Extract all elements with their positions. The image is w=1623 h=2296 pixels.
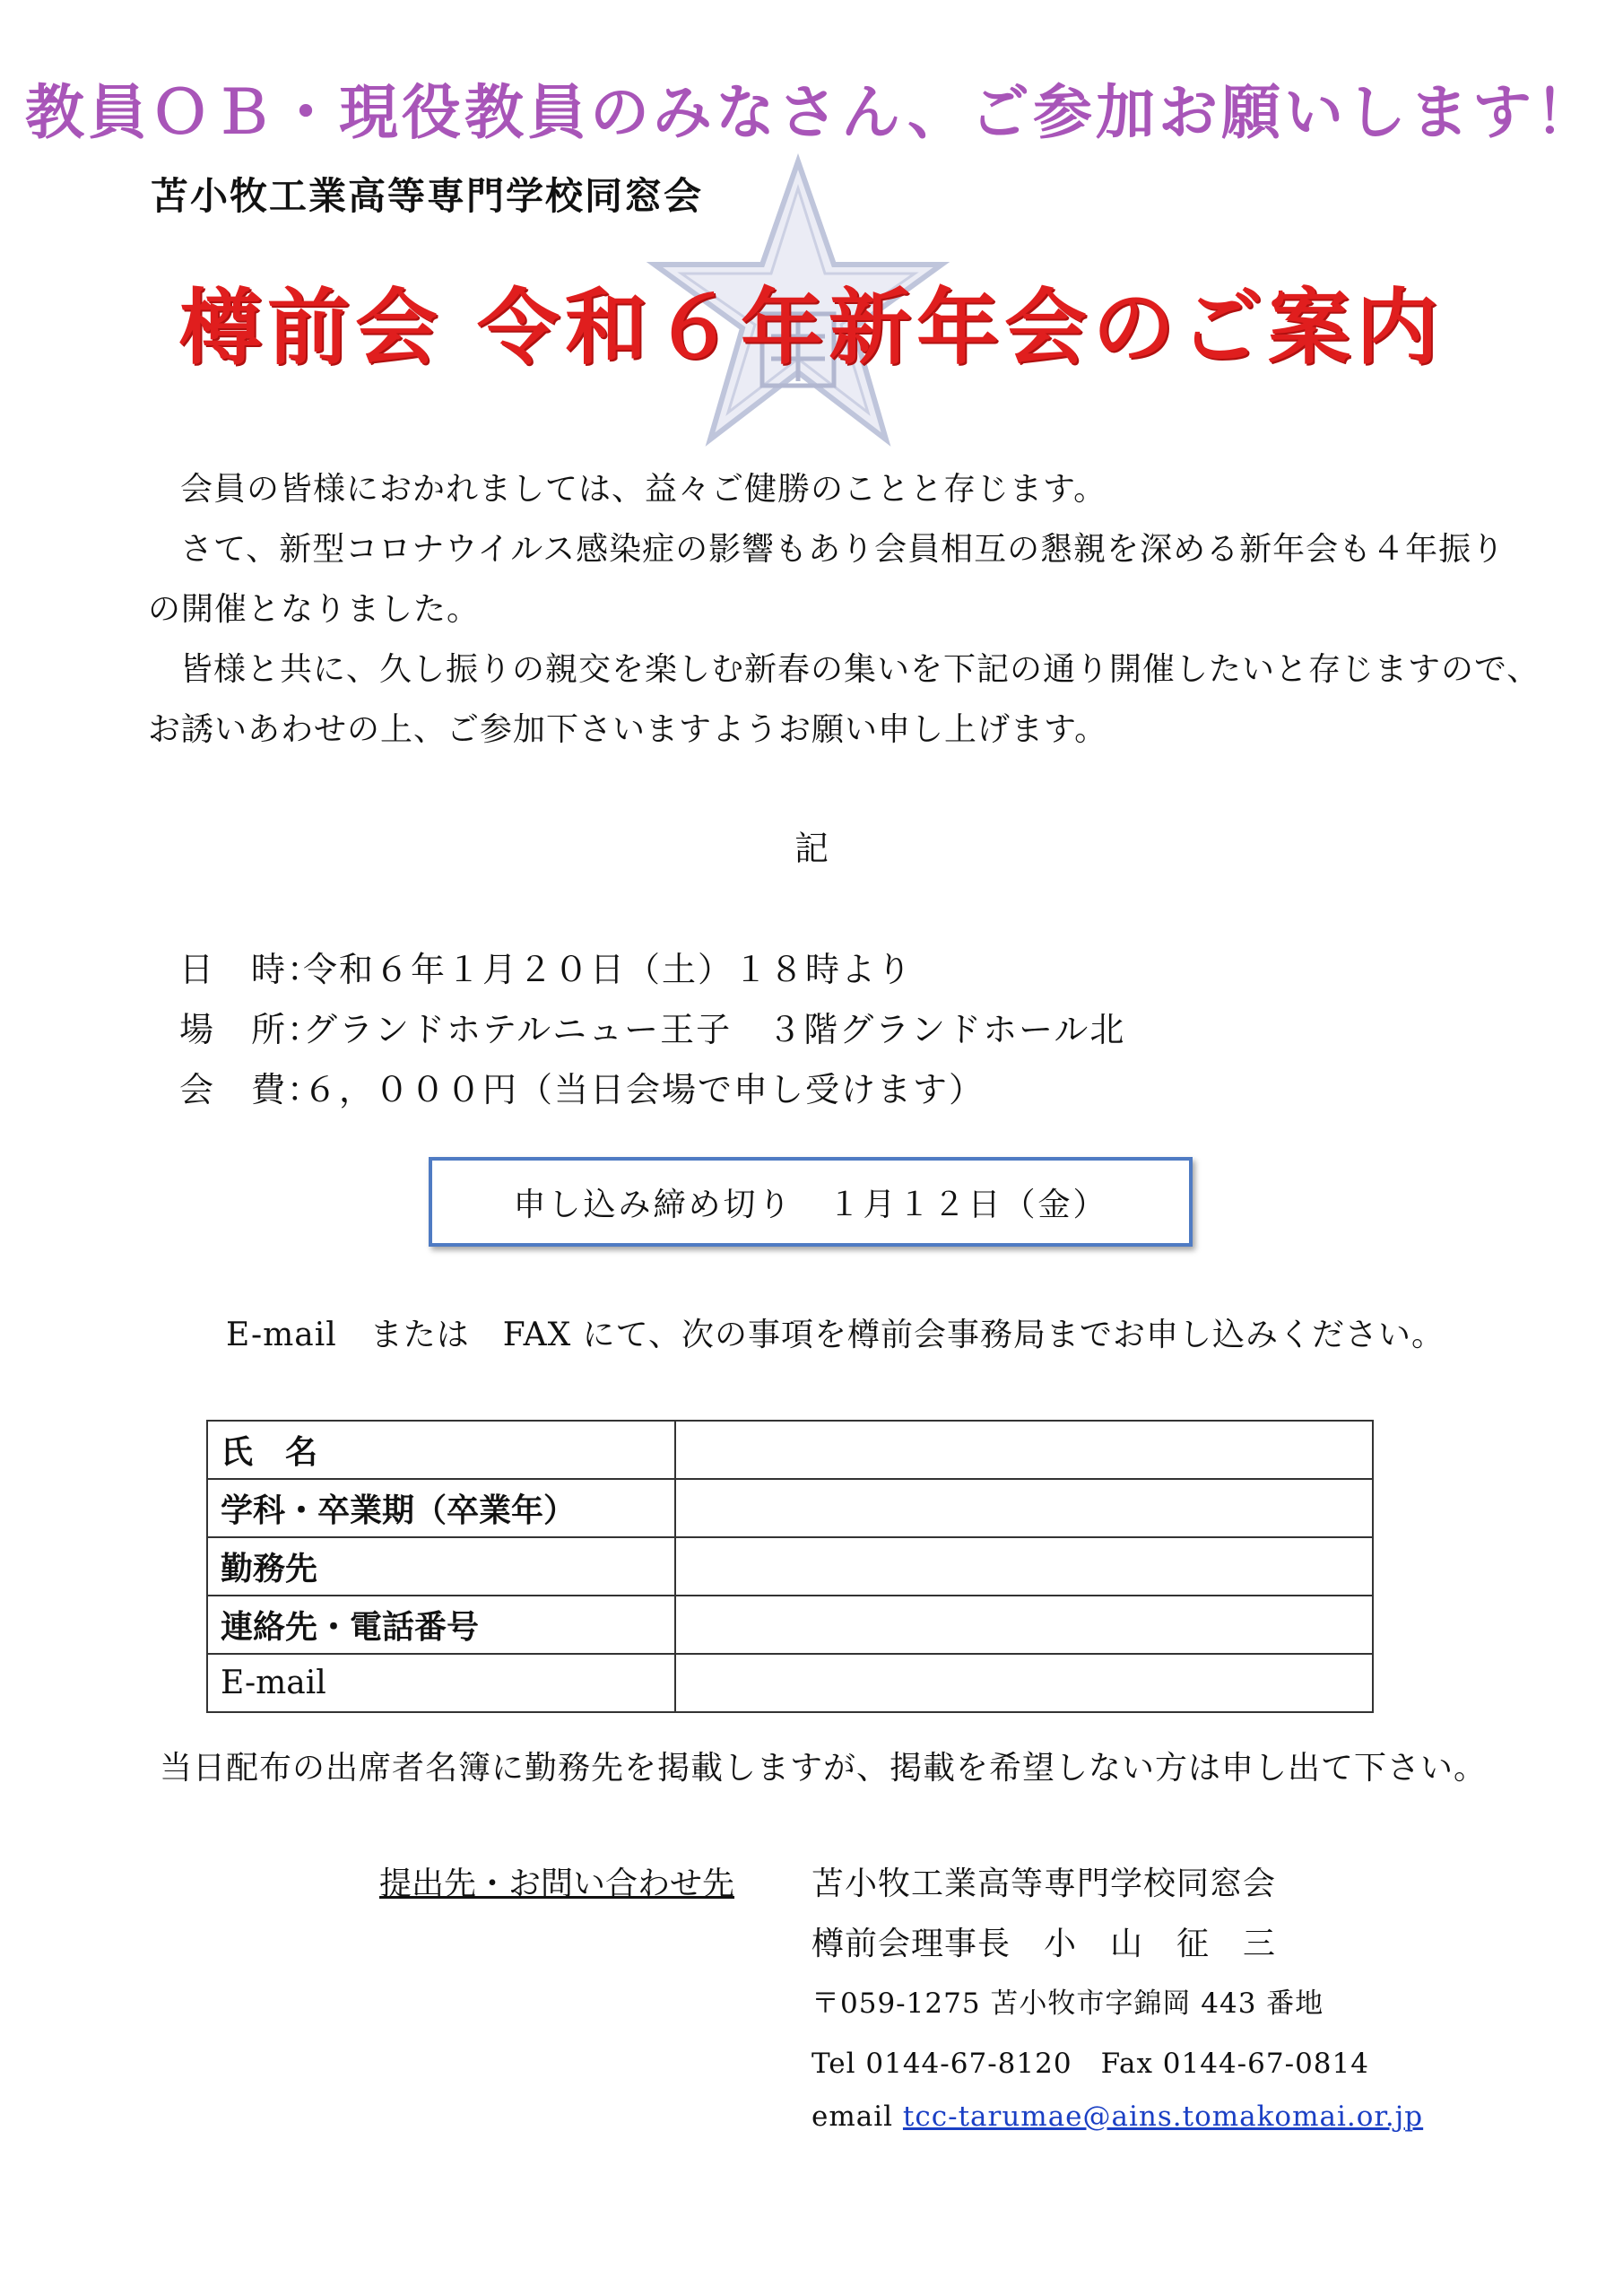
deadline-text: 申し込み締め切り １月１２日（金） <box>513 1186 1108 1223</box>
form-field-name[interactable] <box>675 1421 1373 1479</box>
instruction-text: E-mail または FAX にて、次の事項を樽前会事務局までお申し込みください。 <box>226 1317 1445 1353</box>
ki-heading: 記 <box>794 829 829 868</box>
form-label-name: 氏 名 <box>207 1421 675 1479</box>
page-title: 樽前会 令和６年新年会のご案内 <box>178 280 1445 376</box>
body-paragraph-1: 会員の皆様におかれましては、益々ご健勝のことと存じます。 <box>180 471 1107 508</box>
detail-value: グランドホテルニュー王子 ３階グランドホール北 <box>303 1010 1126 1049</box>
body-paragraph-3: 皆様と共に、久し振りの親交を楽しむ新春の集いを下記の通り開催したいと存じますので、 <box>180 651 1541 688</box>
table-row <box>207 1596 1373 1654</box>
form-label-workplace: 勤務先 <box>207 1537 675 1596</box>
body-paragraph-2-cont: の開催となりました。 <box>148 591 481 628</box>
contact-org: 苫小牧工業高等専門学校同窓会 <box>812 1866 1277 1902</box>
body-paragraph-2: さて、新型コロナウイルス感染症の影響もあり会員相互の懇親を深める新年会も４年振り <box>180 531 1506 568</box>
table-row <box>207 1537 1373 1596</box>
table-row <box>207 1479 1373 1537</box>
detail-fee <box>179 1062 985 1111</box>
contact-tel-fax: Tel 0144-67-8120 Fax 0144-67-0814 <box>812 2048 1369 2080</box>
form-field-department[interactable] <box>675 1479 1373 1537</box>
application-form-table <box>206 1420 1374 1713</box>
detail-label: 会 費： <box>179 1070 324 1109</box>
banner-heading: 教員ＯＢ・現役教員のみなさん、ご参加お願いします！ <box>25 78 1598 147</box>
form-field-email[interactable] <box>675 1654 1373 1712</box>
detail-place <box>179 1002 1125 1051</box>
body-paragraph-3-cont: お誘いあわせの上、ご参加下さいますようお願い申し上げます。 <box>148 711 1108 748</box>
form-label-department: 学科・卒業期（卒業年） <box>207 1479 675 1537</box>
organization-name: 苫小牧工業高等専門学校同窓会 <box>151 174 704 218</box>
table-row <box>207 1421 1373 1479</box>
email-label: email <box>812 2100 894 2133</box>
notice-text: 当日配布の出席者名簿に勤務先を掲載しますが、掲載を希望しない方は申し出て下さい。 <box>160 1750 1488 1787</box>
detail-value: ６，０００円（当日会場で申し受けます） <box>303 1070 985 1109</box>
detail-label: 日 時： <box>179 950 324 989</box>
form-label-email: E-mail <box>207 1654 675 1712</box>
form-field-phone[interactable] <box>675 1596 1373 1654</box>
table-row <box>207 1654 1373 1712</box>
form-label-phone: 連絡先・電話番号 <box>207 1596 675 1654</box>
form-field-workplace[interactable] <box>675 1537 1373 1596</box>
detail-value: 令和６年１月２０日（土）１８時より <box>303 950 914 989</box>
email-link[interactable]: tcc-tarumae@ains.tomakomai.or.jp <box>902 2100 1424 2133</box>
contact-address: 〒059-1275 苫小牧市字錦岡 443 番地 <box>812 1987 1324 2020</box>
detail-datetime <box>179 942 913 991</box>
deadline-box <box>429 1157 1193 1247</box>
contact-email-line <box>812 2100 1423 2133</box>
contact-label: 提出先・お問い合わせ先 <box>379 1866 735 1902</box>
contact-chair: 樽前会理事長 小 山 征 三 <box>812 1926 1277 1962</box>
detail-label: 場 所： <box>179 1010 324 1049</box>
